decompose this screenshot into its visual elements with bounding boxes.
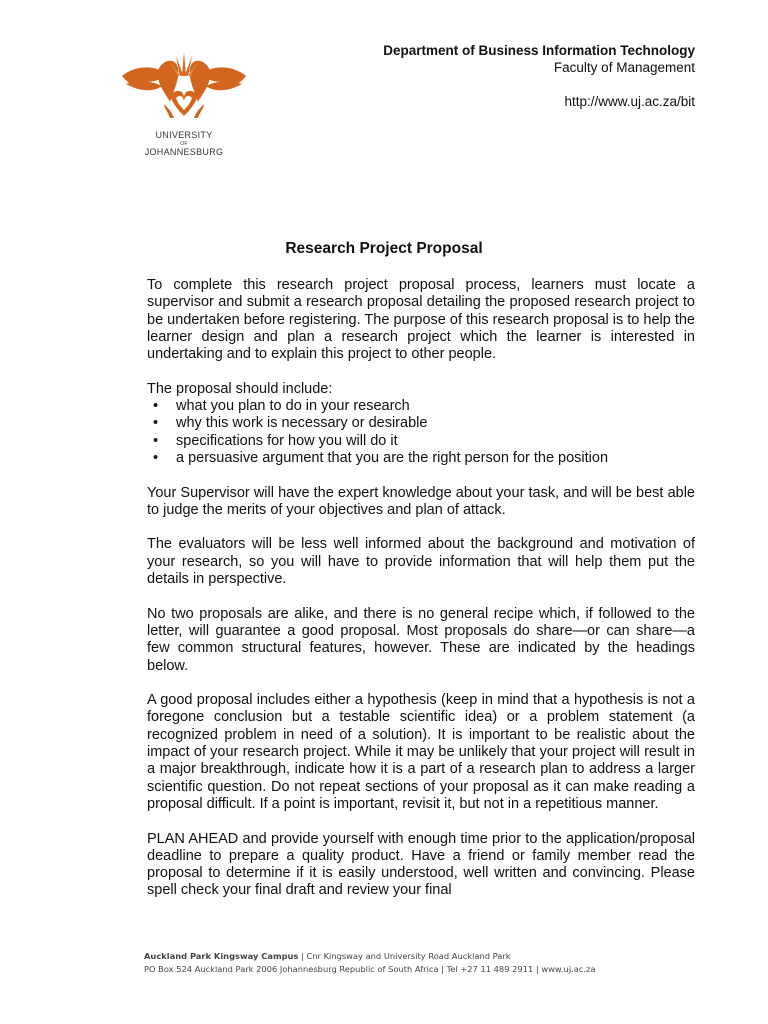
- paragraph-good-proposal: A good proposal includes either a hypothesis (keep in mind that a hypothesis is not a foregone conclusion but a testable scientific idea) or a problem statement (a recognized problem in need of a solution). It is important to be realistic about the impact of your research project. While it may be unlikely that your project will result in a major breakthrough, indicate how it is a part of a research plan to address a larger scientific question. Do not repeat sections of your proposal as it can make reading a proposal difficult. If a point is important, revisit it, but not in a repetitious manner.: [147, 692, 695, 812]
- page-footer: [144, 950, 596, 976]
- paragraph-supervisor: Your Supervisor will have the expert knowledge about your task, and will be best able to judge the merits of your objectives and plan of attack.: [147, 484, 695, 518]
- footer-campus: Auckland Park Kingsway Campus: [144, 951, 299, 961]
- list-item: [147, 415, 695, 432]
- footer-po-box: PO Box 524 Auckland Park 2006 Johannesburg Republic of South Africa: [144, 964, 439, 974]
- paragraph-intro: To complete this research project proposal process, learners must locate a supervisor and submit a research proposal detailing the proposed research project to be undertaken before registering. The purpose of this research proposal is to help the learner design and plan a research project which the learner is interested in undertaking and to explain this project to other people.: [147, 277, 695, 363]
- footer-address: Cnr Kingsway and University Road Auckland Park: [306, 951, 511, 961]
- document-body: [147, 277, 695, 917]
- list-item-text: what you plan to do in your research: [176, 398, 410, 415]
- logo-text-johannesburg: JOHANNESBURG: [144, 147, 224, 157]
- letterhead: [383, 42, 695, 110]
- logo-emblem-icon: [114, 46, 254, 130]
- list-item: [147, 398, 695, 415]
- requirements-list: [147, 398, 695, 467]
- list-item: [147, 450, 695, 467]
- document-title: Research Project Proposal: [285, 240, 483, 257]
- bullet-icon: •: [152, 415, 159, 432]
- bullet-icon: •: [152, 432, 159, 449]
- department-name: Department of Business Information Technology: [383, 43, 695, 58]
- list-item-text: why this work is necessary or desirable: [176, 415, 428, 432]
- university-logo: [114, 46, 254, 164]
- logo-text-of: OF: [180, 141, 188, 147]
- department-url-link[interactable]: http://www.uj.ac.za/bit: [564, 94, 695, 109]
- faculty-name: Faculty of Management: [553, 60, 695, 75]
- logo-text-university: UNIVERSITY: [155, 130, 213, 140]
- footer-web-link[interactable]: www.uj.ac.za: [541, 964, 596, 974]
- paragraph-no-two-proposals: No two proposals are alike, and there is no general recipe which, if followed to the letter, will guarantee a good proposal. Most proposals do share—or can share—a few common structural features, however. These are indicated by the headings below.: [147, 605, 695, 674]
- footer-line-2: [144, 963, 596, 976]
- footer-separator: |: [441, 964, 444, 974]
- paragraph-plan-ahead: PLAN AHEAD and provide yourself with enough time prior to the application/proposal deadline to prepare a quality product. Have a friend or family member read the proposal to determine if it is easily understood, well written and convincing. Please spell check your final draft and review your final: [147, 830, 695, 899]
- paragraph-evaluators: The evaluators will be less well informed about the background and motivation of your research, so you will have to provide information that will help them put the details in perspective.: [147, 536, 695, 588]
- bullet-icon: •: [152, 449, 159, 466]
- footer-separator: |: [535, 964, 539, 974]
- footer-line-1: [144, 950, 596, 963]
- bullet-icon: •: [152, 398, 159, 415]
- list-item-text: a persuasive argument that you are the right person for the position: [176, 449, 609, 466]
- list-item: [147, 433, 695, 450]
- footer-tel: Tel +27 11 489 2911: [446, 964, 534, 974]
- paragraph-list-intro: The proposal should include:: [147, 380, 333, 397]
- list-item-text: specifications for how you will do it: [176, 432, 398, 449]
- footer-separator: |: [301, 951, 304, 961]
